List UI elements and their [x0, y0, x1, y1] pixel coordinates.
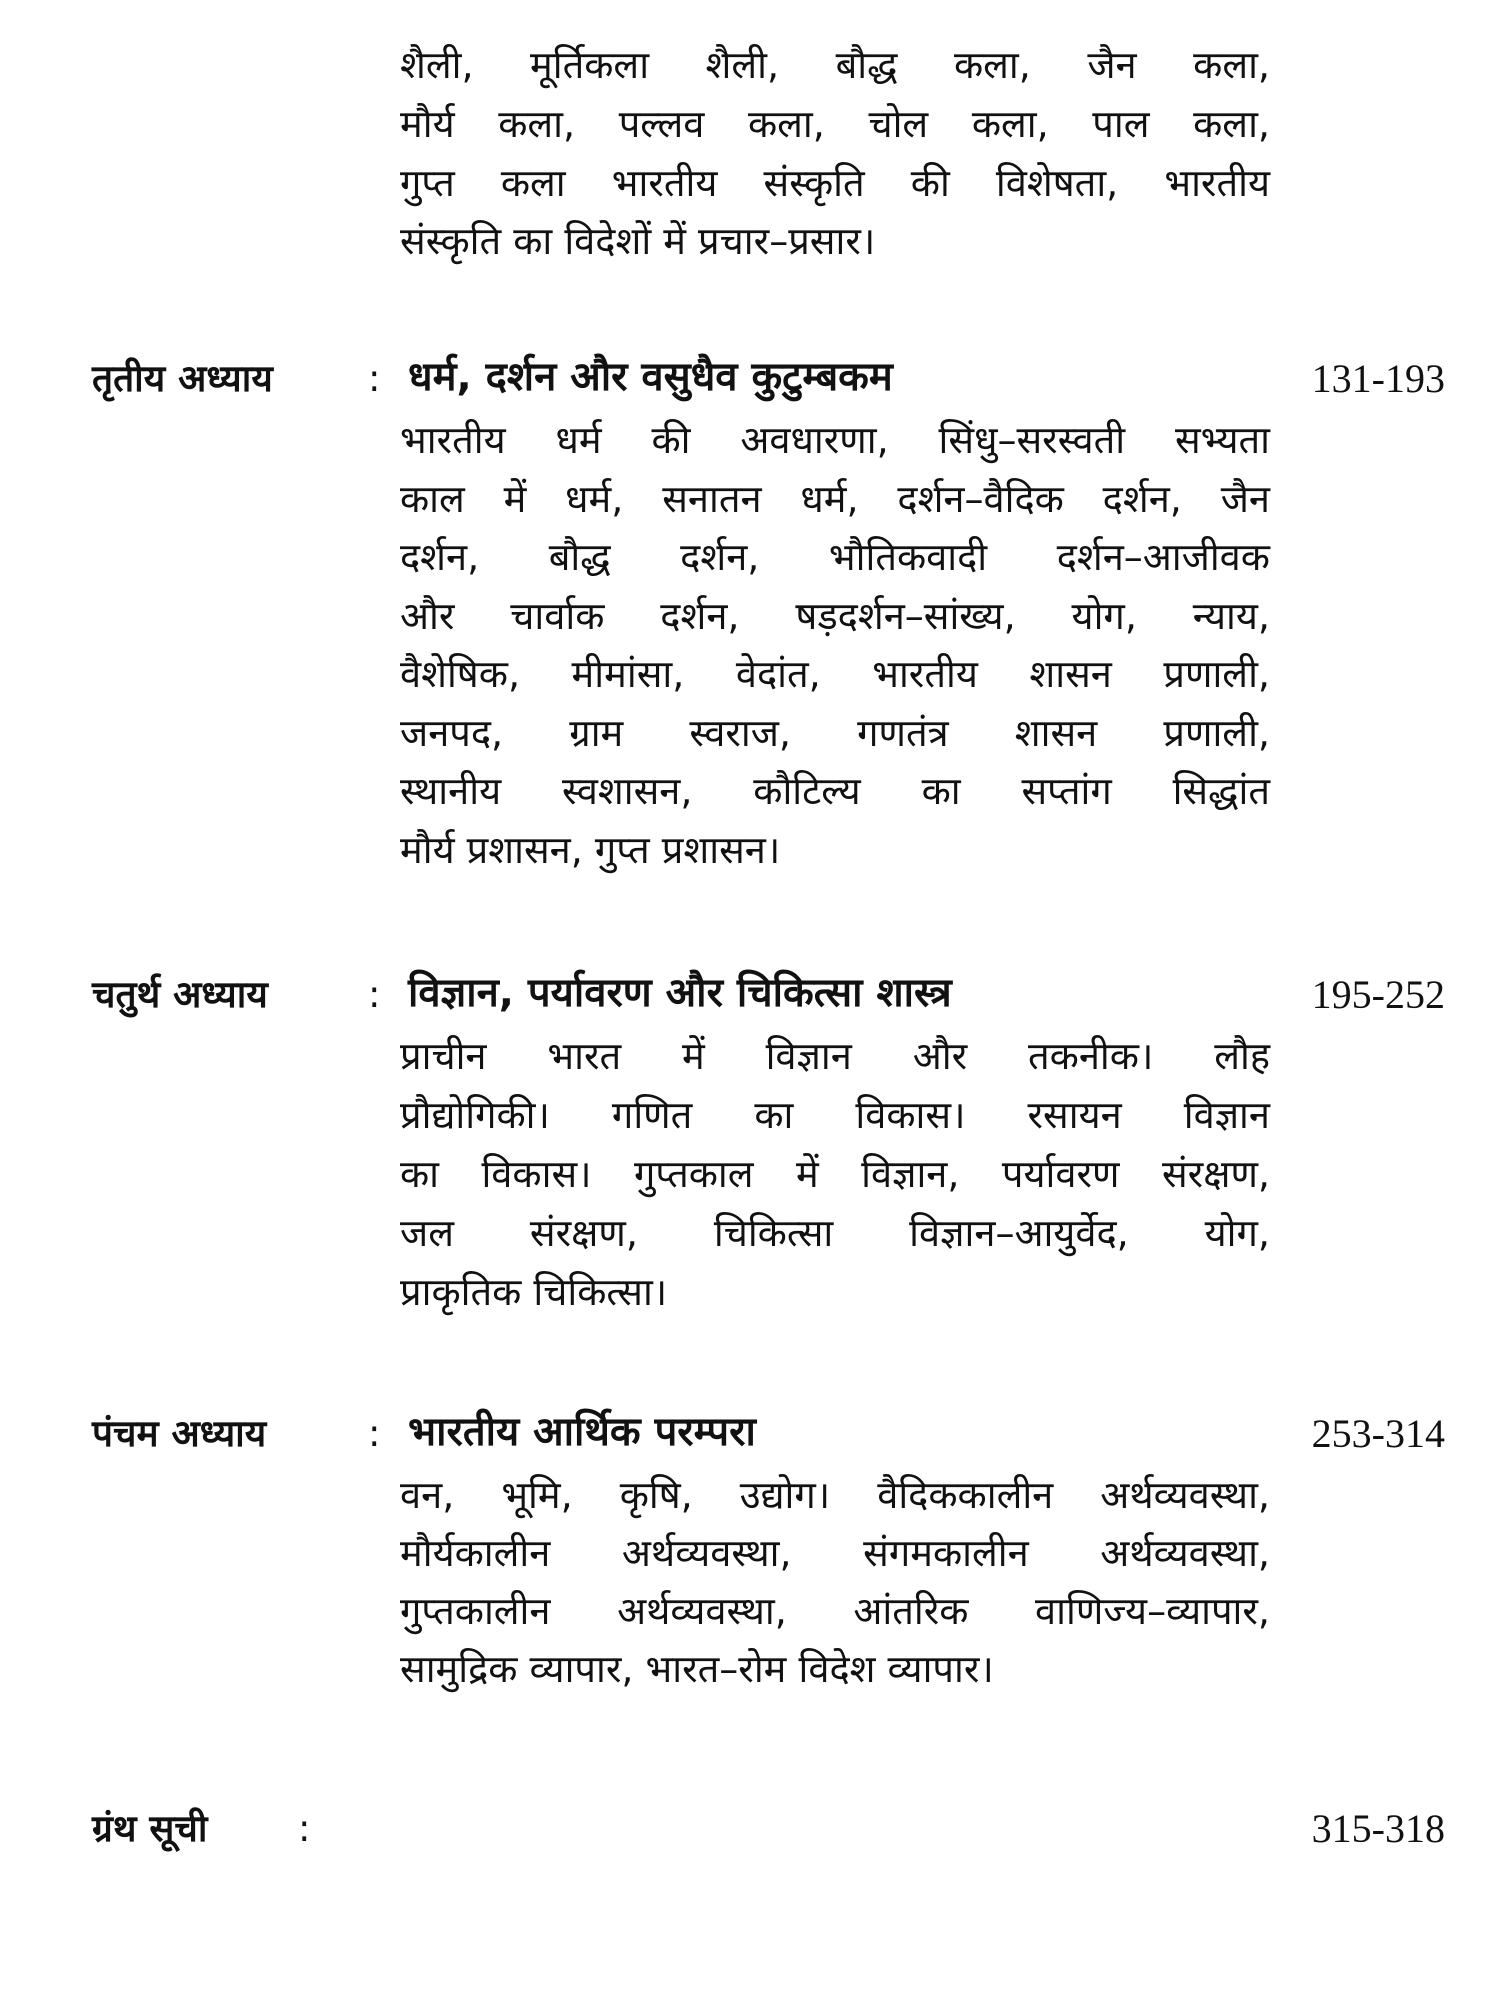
bibliography-page-range: 315-318	[1311, 1806, 1445, 1851]
chapter-content-line: प्रौद्योगिकी। गणित का विकास। रसायन विज्ञान	[400, 1093, 1270, 1137]
chapter-content-line: गुप्तकालीन अर्थव्यवस्था, आंतरिक वाणिज्य–व्यापार,	[400, 1589, 1270, 1633]
chapter-content-line: प्राकृतिक चिकित्सा।	[400, 1270, 668, 1314]
chapter-content-line: सामुद्रिक व्यापार, भारत–रोम विदेश व्यापार।	[400, 1647, 994, 1691]
intro-line: मौर्य कला, पल्लव कला, चोल कला, पाल कला,	[400, 102, 1270, 146]
chapter-label: तृतीय अध्याय	[92, 357, 273, 400]
chapter-colon: :	[368, 1412, 381, 1455]
chapter-title: भारतीय आर्थिक परम्परा	[408, 1409, 756, 1455]
chapter-page-range: 131-193	[1311, 356, 1445, 401]
chapter-content-line: स्थानीय स्वशासन, कौटिल्य का सप्तांग सिद्धांत	[400, 769, 1270, 813]
chapter-page-range: 253-314	[1311, 1411, 1445, 1456]
chapter-colon: :	[368, 973, 381, 1016]
chapter-content-line: दर्शन, बौद्ध दर्शन, भौतिकवादी दर्शन–आजीवक	[400, 535, 1270, 579]
chapter-label: पंचम अध्याय	[92, 1412, 267, 1455]
chapter-page-range: 195-252	[1311, 972, 1445, 1017]
chapter-content-line: मौर्यकालीन अर्थव्यवस्था, संगमकालीन अर्थव्यवस्था,	[400, 1531, 1270, 1575]
bibliography-colon: :	[298, 1807, 311, 1850]
bibliography-label: ग्रंथ सूची	[92, 1807, 208, 1850]
chapter-colon: :	[368, 357, 381, 400]
chapter-content-line: जनपद, ग्राम स्वराज, गणतंत्र शासन प्रणाली,	[400, 711, 1270, 755]
chapter-title: धर्म, दर्शन और वसुधैव कुटुम्बकम	[408, 354, 893, 400]
chapter-content-line: मौर्य प्रशासन, गुप्त प्रशासन।	[400, 828, 781, 872]
intro-line: संस्कृति का विदेशों में प्रचार–प्रसार।	[400, 219, 876, 263]
chapter-content-line: जल संरक्षण, चिकित्सा विज्ञान–आयुर्वेद, योग,	[400, 1211, 1270, 1255]
chapter-content-line: भारतीय धर्म की अवधारणा, सिंधु–सरस्वती सभ्यता	[400, 418, 1270, 462]
intro-line: शैली, मूर्तिकला शैली, बौद्ध कला, जैन कला,	[400, 43, 1270, 87]
intro-line: गुप्त कला भारतीय संस्कृति की विशेषता, भारतीय	[400, 161, 1270, 205]
chapter-content-line: काल में धर्म, सनातन धर्म, दर्शन–वैदिक दर्शन, जैन	[400, 477, 1270, 521]
chapter-label: चतुर्थ अध्याय	[92, 973, 268, 1016]
chapter-content-line: वन, भूमि, कृषि, उद्योग। वैदिककालीन अर्थव्यवस्था,	[400, 1473, 1270, 1517]
chapter-content-line: वैशेषिक, मीमांसा, वेदांत, भारतीय शासन प्रणाली,	[400, 652, 1270, 696]
chapter-content-line: का विकास। गुप्तकाल में विज्ञान, पर्यावरण संरक्षण,	[400, 1152, 1270, 1196]
chapter-content-line: और चार्वाक दर्शन, षड़दर्शन–सांख्य, योग, न्याय,	[400, 594, 1270, 638]
chapter-title: विज्ञान, पर्यावरण और चिकित्सा शास्त्र	[408, 970, 952, 1016]
chapter-content-line: प्राचीन भारत में विज्ञान और तकनीक। लौह	[400, 1034, 1270, 1078]
